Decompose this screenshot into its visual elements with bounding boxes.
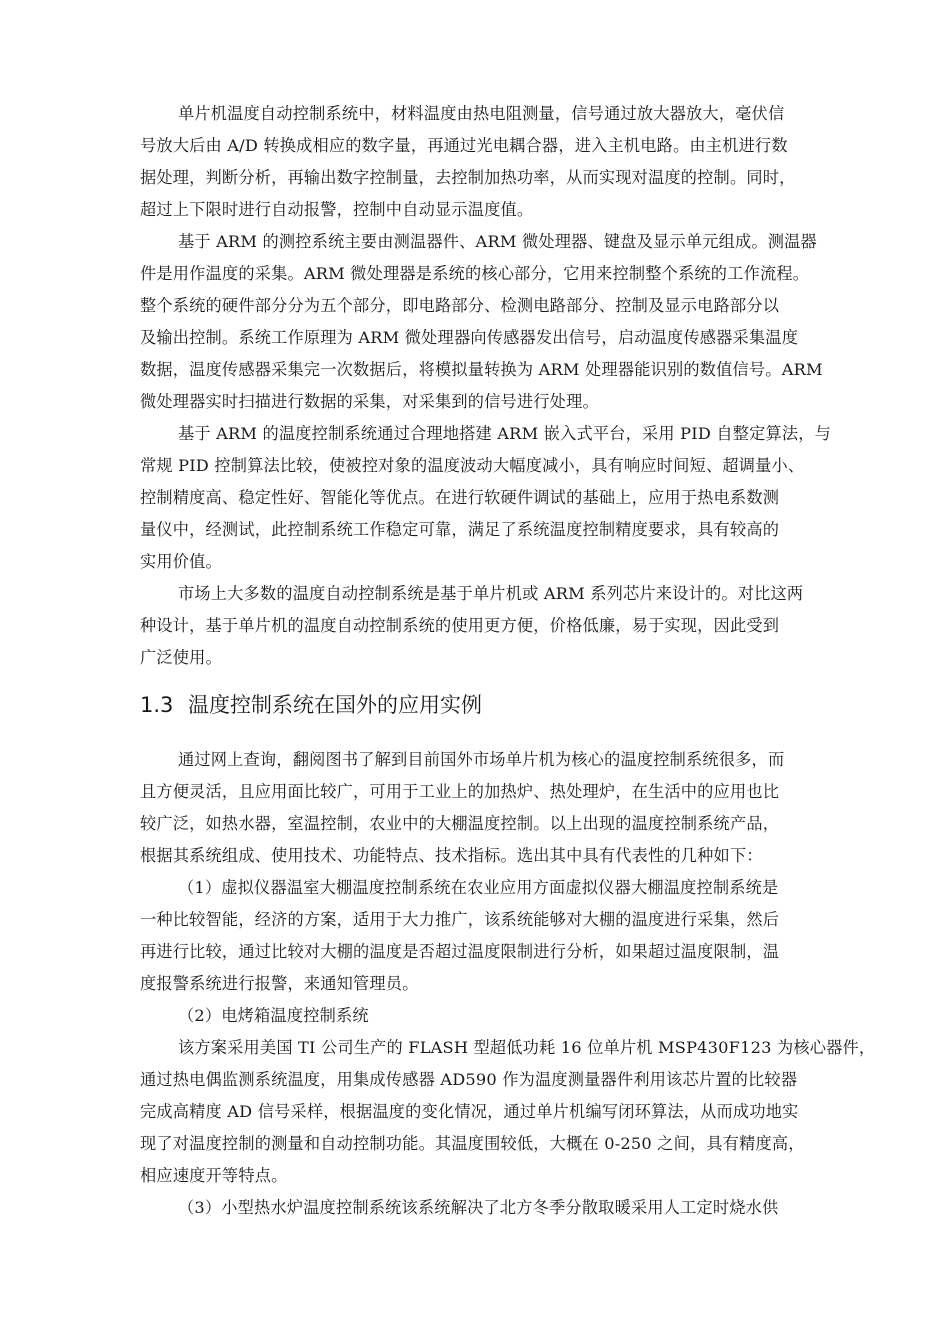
list-item-line: （1）虚拟仪器温室大棚温度控制系统在农业应用方面虚拟仪器大棚温度控制系统是 bbox=[178, 878, 779, 897]
list-item-line: 再进行比较，通过比较对大棚的温度是否超过温度限制进行分析，如果超过温度限制，温 bbox=[140, 942, 780, 961]
paragraph-line: 量仪中，经测试，此控制系统工作稳定可靠，满足了系统温度控制精度要求，具有较高的 bbox=[140, 520, 780, 539]
paragraph-line: 据处理，判断分析，再输出数字控制量，去控制加热功率，从而实现对温度的控制。同时， bbox=[140, 168, 796, 187]
paragraph-line: 根据其系统组成、使用技术、功能特点、技术指标。选出其中具有代表性的几种如下： bbox=[140, 846, 763, 865]
paragraph-line: 通过热电偶监测系统温度，用集成传感器 AD590 作为温度测量器件利用该芯片置的比较器 bbox=[140, 1070, 798, 1089]
paragraph-line: 号放大后由 A/D 转换成相应的数字量，再通过光电耦合器，进入主机电路。由主机进行数 bbox=[140, 136, 788, 155]
list-item-line: 度报警系统进行报警，来通知管理员。 bbox=[140, 974, 419, 993]
paragraph-line: 数据，温度传感器采集完一次数据后，将模拟量转换为 ARM 处理器能识别的数值信号。ARM bbox=[140, 360, 823, 379]
paragraph-line: 常规 PID 控制算法比较，使被控对象的温度波动大幅度减小，具有响应时间短、超调量小、 bbox=[140, 456, 805, 475]
paragraph-line: 通过网上查询，翻阅图书了解到目前国外市场单片机为核心的温度控制系统很多，而 bbox=[178, 750, 785, 769]
list-item-line: （3）小型热水炉温度控制系统该系统解决了北方冬季分散取暖采用人工定时烧水供 bbox=[178, 1198, 779, 1217]
list-item-line: 一种比较智能，经济的方案，适用于大力推广，该系统能够对大棚的温度进行采集，然后 bbox=[140, 910, 780, 929]
paragraph-line: 完成高精度 AD 信号采样，根据温度的变化情况，通过单片机编写闭环算法，从而成功地实 bbox=[140, 1102, 799, 1121]
section-heading bbox=[140, 690, 482, 720]
section-number: 1.3 bbox=[140, 693, 174, 717]
paragraph-line: 市场上大多数的温度自动控制系统是基于单片机或 ARM 系列芯片来设计的。对比这两 bbox=[178, 584, 804, 603]
section-title: 温度控制系统在国外的应用实例 bbox=[188, 693, 482, 717]
paragraph-line: 控制精度高、稳定性好、智能化等优点。在进行软硬件调试的基础上，应用于热电系数测 bbox=[140, 488, 780, 507]
paragraph-line: 实用价值。 bbox=[140, 552, 222, 571]
paragraph-line: 超过上下限时进行自动报警，控制中自动显示温度值。 bbox=[140, 200, 534, 219]
paragraph-line: 单片机温度自动控制系统中，材料温度由热电阻测量，信号通过放大器放大，毫伏信 bbox=[178, 104, 785, 123]
paragraph-line: 整个系统的硬件部分分为五个部分，即电路部分、检测电路部分、控制及显示电路部分以 bbox=[140, 296, 780, 315]
paragraph-line: 现了对温度控制的测量和自动控制功能。其温度围较低，大概在 0-250 之间，具有精度高， bbox=[140, 1134, 805, 1153]
paragraph-line: 相应速度开等特点。 bbox=[140, 1166, 288, 1185]
paragraph-line: 微处理器实时扫描进行数据的采集，对采集到的信号进行处理。 bbox=[140, 392, 599, 411]
paragraph-line: 广泛使用。 bbox=[140, 648, 222, 667]
list-item-line: （2）电烤箱温度控制系统 bbox=[178, 1006, 369, 1025]
paragraph-line: 种设计，基于单片机的温度自动控制系统的使用更方便，价格低廉，易于实现，因此受到 bbox=[140, 616, 780, 635]
paragraph-line: 及输出控制。系统工作原理为 ARM 微处理器向传感器发出信号，启动温度传感器采集温度 bbox=[140, 328, 799, 347]
paragraph-line: 且方便灵活，且应用面比较广，可用于工业上的加热炉、热处理炉，在生活中的应用也比 bbox=[140, 782, 780, 801]
paragraph-line: 该方案采用美国 TI 公司生产的 FLASH 型超低功耗 16 位单片机 MSP430F123 为核心器件， bbox=[178, 1038, 876, 1057]
paragraph-line: 基于 ARM 的温度控制系统通过合理地搭建 ARM 嵌入式平台，采用 PID 自整定算法，与 bbox=[178, 424, 832, 443]
paragraph-line: 件是用作温度的采集。ARM 微处理器是系统的核心部分，它用来控制整个系统的工作流程。 bbox=[140, 264, 810, 283]
paragraph-line: 基于 ARM 的测控系统主要由测温器件、ARM 微处理器、键盘及显示单元组成。测温器 bbox=[178, 232, 817, 251]
paragraph-line: 较广泛，如热水器，室温控制，农业中的大棚温度控制。以上出现的温度控制系统产品， bbox=[140, 814, 780, 833]
